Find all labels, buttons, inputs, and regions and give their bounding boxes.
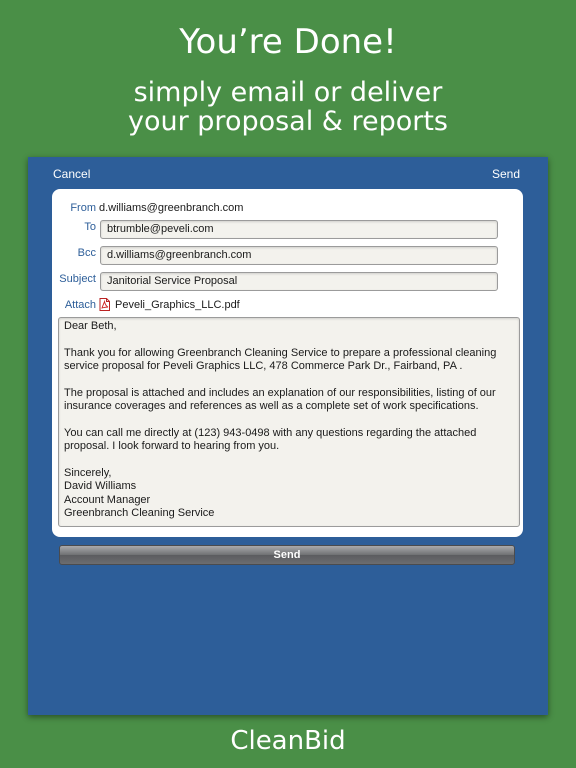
cancel-button[interactable]: Cancel xyxy=(53,167,91,181)
brand-name: CleanBid xyxy=(230,726,346,756)
to-label: To xyxy=(84,221,96,233)
subject-field[interactable]: Janitorial Service Proposal xyxy=(100,272,498,291)
bcc-field[interactable]: d.williams@greenbranch.com xyxy=(100,246,498,265)
send-nav-button[interactable]: Send xyxy=(491,167,520,181)
from-value: d.williams@greenbranch.com xyxy=(99,202,244,214)
body-paragraph-2: The proposal is attached and includes an explanation of our responsibilities, listing of our insurance coverages and references as well as a complete set of work specifications. xyxy=(64,386,496,412)
headline: You’re Done! xyxy=(179,22,397,62)
subtitle-line-1: simply email or deliver xyxy=(133,77,443,108)
body-paragraph-1: Thank you for allowing Greenbranch Cleaning Service to prepare a professional cleaning service proposal for Peveli Graphics LLC, 478 Commerce Park Dr., Fairband, PA . xyxy=(64,346,497,372)
signature-title: Account Manager xyxy=(64,493,151,506)
subtitle-line-2: your proposal & reports xyxy=(128,106,448,137)
bcc-label: Bcc xyxy=(77,247,96,259)
attachment-name[interactable]: Peveli_Graphics_LLC.pdf xyxy=(115,299,240,311)
attach-label: Attach xyxy=(64,299,96,311)
signature-name: David Williams xyxy=(64,480,137,492)
email-compose-panel xyxy=(28,157,548,715)
greeting: Dear Beth, xyxy=(64,320,117,332)
send-button[interactable]: Send xyxy=(59,545,515,565)
compose-card xyxy=(52,189,523,537)
signature-company: Greenbranch Cleaning Service xyxy=(64,507,215,519)
from-label: From xyxy=(70,202,96,214)
subject-label: Subject xyxy=(59,273,96,285)
closing: Sincerely, xyxy=(64,466,112,479)
to-field[interactable]: btrumble@peveli.com xyxy=(100,220,498,239)
message-body[interactable] xyxy=(58,317,520,527)
body-paragraph-3: You can call me directly at (123) 943-0498 with any questions regarding the attached proposal. I look forward to hearing from you. xyxy=(64,426,477,452)
pdf-icon[interactable] xyxy=(99,298,110,311)
